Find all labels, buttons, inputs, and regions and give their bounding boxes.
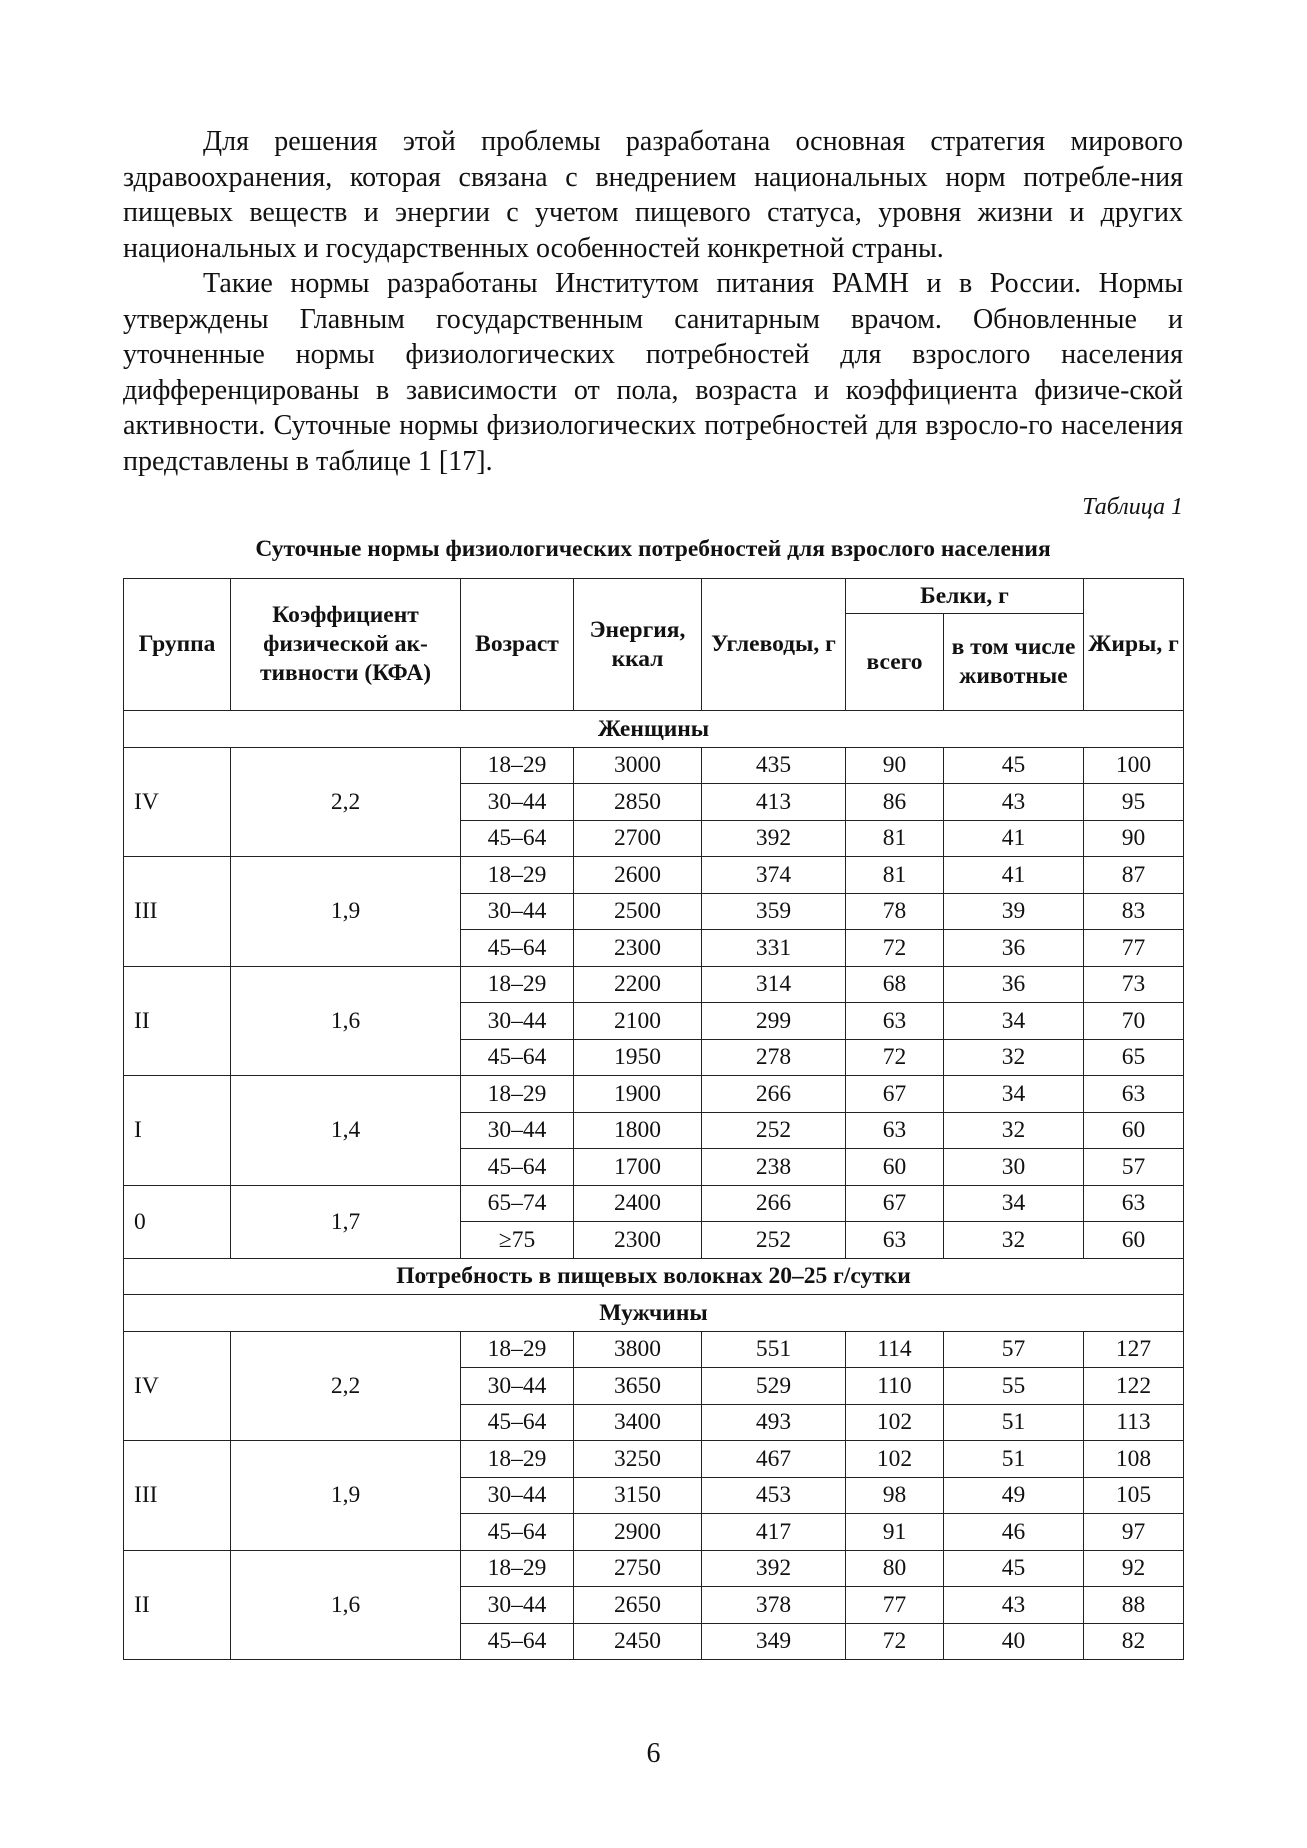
cell-energy: 1950	[574, 1039, 702, 1076]
cell-age: 45–64	[461, 1149, 574, 1186]
cell-fats: 105	[1084, 1477, 1184, 1514]
cell-fats: 95	[1084, 784, 1184, 821]
cell-fats: 57	[1084, 1149, 1184, 1186]
section-title: Мужчины	[124, 1295, 1184, 1332]
cell-protein-total: 67	[846, 1076, 944, 1113]
cell-age: 45–64	[461, 930, 574, 967]
cell-carbs: 266	[702, 1185, 846, 1222]
table-row	[124, 1550, 1184, 1587]
cell-protein-animal: 32	[944, 1222, 1084, 1259]
cell-fats: 87	[1084, 857, 1184, 894]
cell-group: IV	[124, 747, 231, 857]
section-title: Женщины	[124, 711, 1184, 748]
cell-protein-total: 60	[846, 1149, 944, 1186]
table-row	[124, 966, 1184, 1003]
cell-protein-animal: 32	[944, 1039, 1084, 1076]
cell-energy: 2300	[574, 1222, 702, 1259]
cell-protein-animal: 30	[944, 1149, 1084, 1186]
cell-protein-total: 114	[846, 1331, 944, 1368]
cell-kfa: 2,2	[231, 747, 461, 857]
cell-carbs: 278	[702, 1039, 846, 1076]
cell-age: 65–74	[461, 1185, 574, 1222]
cell-protein-total: 80	[846, 1550, 944, 1587]
cell-carbs: 467	[702, 1441, 846, 1478]
cell-protein-animal: 40	[944, 1623, 1084, 1660]
cell-protein-total: 86	[846, 784, 944, 821]
cell-protein-animal: 34	[944, 1076, 1084, 1113]
cell-protein-total: 68	[846, 966, 944, 1003]
cell-age: 30–44	[461, 784, 574, 821]
cell-protein-total: 78	[846, 893, 944, 930]
cell-energy: 3400	[574, 1404, 702, 1441]
cell-fats: 113	[1084, 1404, 1184, 1441]
cell-energy: 2100	[574, 1003, 702, 1040]
cell-fats: 63	[1084, 1076, 1184, 1113]
cell-energy: 3650	[574, 1368, 702, 1405]
cell-energy: 1800	[574, 1112, 702, 1149]
cell-protein-total: 67	[846, 1185, 944, 1222]
cell-energy: 2850	[574, 784, 702, 821]
cell-age: 18–29	[461, 1441, 574, 1478]
cell-age: 30–44	[461, 1587, 574, 1624]
cell-age: 30–44	[461, 1112, 574, 1149]
cell-energy: 2750	[574, 1550, 702, 1587]
cell-fats: 65	[1084, 1039, 1184, 1076]
section-row	[124, 1295, 1184, 1332]
cell-energy: 2300	[574, 930, 702, 967]
cell-group: III	[124, 1441, 231, 1551]
table-title: Суточные нормы физиологических потребностей для взрослого населения	[255, 536, 1051, 562]
cell-carbs: 238	[702, 1149, 846, 1186]
cell-fats: 60	[1084, 1112, 1184, 1149]
cell-fats: 122	[1084, 1368, 1184, 1405]
cell-fats: 92	[1084, 1550, 1184, 1587]
cell-energy: 2700	[574, 820, 702, 857]
cell-protein-total: 77	[846, 1587, 944, 1624]
cell-energy: 2900	[574, 1514, 702, 1551]
cell-carbs: 349	[702, 1623, 846, 1660]
cell-carbs: 378	[702, 1587, 846, 1624]
cell-protein-animal: 34	[944, 1185, 1084, 1222]
cell-carbs: 314	[702, 966, 846, 1003]
cell-age: 18–29	[461, 857, 574, 894]
cell-carbs: 453	[702, 1477, 846, 1514]
cell-kfa: 1,6	[231, 966, 461, 1076]
table-body	[124, 711, 1184, 1660]
cell-carbs: 493	[702, 1404, 846, 1441]
header-kfa: Коэффициент физической ак-тивности (КФА)	[231, 579, 461, 711]
cell-age: 18–29	[461, 966, 574, 1003]
cell-energy: 3250	[574, 1441, 702, 1478]
cell-protein-total: 102	[846, 1441, 944, 1478]
cell-age: 18–29	[461, 1076, 574, 1113]
cell-energy: 3150	[574, 1477, 702, 1514]
cell-energy: 1700	[574, 1149, 702, 1186]
cell-protein-total: 102	[846, 1404, 944, 1441]
cell-age: 18–29	[461, 747, 574, 784]
cell-age: 18–29	[461, 1331, 574, 1368]
cell-protein-animal: 45	[944, 1550, 1084, 1587]
cell-kfa: 1,9	[231, 1441, 461, 1551]
cell-protein-total: 110	[846, 1368, 944, 1405]
cell-protein-total: 63	[846, 1003, 944, 1040]
cell-group: III	[124, 857, 231, 967]
table-row	[124, 1185, 1184, 1222]
cell-energy: 2500	[574, 893, 702, 930]
cell-carbs: 417	[702, 1514, 846, 1551]
cell-age: 45–64	[461, 1514, 574, 1551]
paragraph-2: Такие нормы разработаны Институтом питания РАМН и в России. Нормы утверждены Главным государственным санитарным врачом. Обновленные и уточненные нормы физиологических потребностей для взрослого населения дифференцированы в зависимости от пола, возраста и коэффициента физиче-ской активности. Суточные нормы физиологических потребностей для взросло-го населения представлены в таблице 1 [17].	[123, 268, 1183, 477]
header-energy: Энергия, ккал	[574, 579, 702, 711]
cell-protein-animal: 32	[944, 1112, 1084, 1149]
cell-age: ≥75	[461, 1222, 574, 1259]
cell-protein-total: 90	[846, 747, 944, 784]
cell-energy: 2450	[574, 1623, 702, 1660]
header-proteins-total: всего	[846, 614, 944, 711]
cell-carbs: 392	[702, 820, 846, 857]
cell-fats: 90	[1084, 820, 1184, 857]
cell-fats: 63	[1084, 1185, 1184, 1222]
cell-protein-animal: 41	[944, 857, 1084, 894]
cell-fats: 73	[1084, 966, 1184, 1003]
cell-fats: 100	[1084, 747, 1184, 784]
cell-protein-animal: 49	[944, 1477, 1084, 1514]
cell-protein-animal: 43	[944, 784, 1084, 821]
cell-kfa: 1,7	[231, 1185, 461, 1258]
cell-age: 30–44	[461, 893, 574, 930]
cell-protein-animal: 39	[944, 893, 1084, 930]
table-row	[124, 1076, 1184, 1113]
paragraph-1: Для решения этой проблемы разработана основная стратегия мирового здравоохранения, которая связана с внедрением национальных норм потребле-ния пищевых веществ и энергии с учетом пищевого статуса, уровня жизни и других национальных и государственных особенностей конкретной страны.	[123, 126, 1183, 264]
cell-group: II	[124, 966, 231, 1076]
cell-carbs: 252	[702, 1112, 846, 1149]
cell-age: 45–64	[461, 820, 574, 857]
header-age: Возраст	[461, 579, 574, 711]
cell-protein-total: 63	[846, 1222, 944, 1259]
header-proteins-animal: в том числе животные	[944, 614, 1084, 711]
cell-protein-animal: 57	[944, 1331, 1084, 1368]
table-row	[124, 857, 1184, 894]
cell-protein-animal: 51	[944, 1404, 1084, 1441]
cell-age: 30–44	[461, 1003, 574, 1040]
cell-protein-total: 72	[846, 1623, 944, 1660]
cell-carbs: 252	[702, 1222, 846, 1259]
cell-energy: 2650	[574, 1587, 702, 1624]
cell-fats: 97	[1084, 1514, 1184, 1551]
cell-protein-animal: 41	[944, 820, 1084, 857]
header-group: Группа	[124, 579, 231, 711]
cell-fats: 70	[1084, 1003, 1184, 1040]
section-footer-row	[124, 1258, 1184, 1295]
cell-fats: 60	[1084, 1222, 1184, 1259]
cell-fats: 108	[1084, 1441, 1184, 1478]
cell-group: I	[124, 1076, 231, 1186]
cell-age: 45–64	[461, 1623, 574, 1660]
cell-kfa: 2,2	[231, 1331, 461, 1441]
cell-kfa: 1,4	[231, 1076, 461, 1186]
header-fats: Жиры, г	[1084, 579, 1184, 711]
cell-carbs: 266	[702, 1076, 846, 1113]
cell-fats: 82	[1084, 1623, 1184, 1660]
cell-age: 30–44	[461, 1477, 574, 1514]
cell-protein-total: 91	[846, 1514, 944, 1551]
cell-protein-total: 81	[846, 820, 944, 857]
body-text	[123, 124, 1183, 479]
cell-energy: 1900	[574, 1076, 702, 1113]
cell-age: 30–44	[461, 1368, 574, 1405]
cell-fats: 83	[1084, 893, 1184, 930]
cell-energy: 3000	[574, 747, 702, 784]
cell-protein-animal: 45	[944, 747, 1084, 784]
norms-table	[123, 578, 1184, 1660]
section-row	[124, 711, 1184, 748]
table-caption: Таблица 1	[1082, 494, 1183, 520]
cell-group: IV	[124, 1331, 231, 1441]
cell-carbs: 413	[702, 784, 846, 821]
cell-fats: 77	[1084, 930, 1184, 967]
cell-protein-animal: 55	[944, 1368, 1084, 1405]
cell-fats: 88	[1084, 1587, 1184, 1624]
header-carbs: Углеводы, г	[702, 579, 846, 711]
cell-carbs: 392	[702, 1550, 846, 1587]
table-row	[124, 747, 1184, 784]
cell-group: II	[124, 1550, 231, 1660]
cell-fats: 127	[1084, 1331, 1184, 1368]
cell-carbs: 551	[702, 1331, 846, 1368]
cell-energy: 3800	[574, 1331, 702, 1368]
cell-age: 45–64	[461, 1039, 574, 1076]
cell-protein-total: 63	[846, 1112, 944, 1149]
cell-group: 0	[124, 1185, 231, 1258]
cell-kfa: 1,6	[231, 1550, 461, 1660]
table-row	[124, 1441, 1184, 1478]
cell-protein-animal: 36	[944, 930, 1084, 967]
cell-protein-total: 72	[846, 1039, 944, 1076]
cell-energy: 2400	[574, 1185, 702, 1222]
table-row	[124, 1331, 1184, 1368]
cell-protein-total: 98	[846, 1477, 944, 1514]
cell-carbs: 374	[702, 857, 846, 894]
cell-protein-total: 81	[846, 857, 944, 894]
cell-protein-total: 72	[846, 930, 944, 967]
cell-carbs: 299	[702, 1003, 846, 1040]
cell-carbs: 529	[702, 1368, 846, 1405]
cell-protein-animal: 34	[944, 1003, 1084, 1040]
cell-energy: 2600	[574, 857, 702, 894]
cell-energy: 2200	[574, 966, 702, 1003]
cell-age: 18–29	[461, 1550, 574, 1587]
section-footer: Потребность в пищевых волокнах 20–25 г/сутки	[124, 1258, 1184, 1295]
cell-protein-animal: 46	[944, 1514, 1084, 1551]
cell-carbs: 331	[702, 930, 846, 967]
cell-protein-animal: 36	[944, 966, 1084, 1003]
header-proteins: Белки, г	[846, 579, 1084, 614]
cell-carbs: 359	[702, 893, 846, 930]
cell-protein-animal: 43	[944, 1587, 1084, 1624]
cell-kfa: 1,9	[231, 857, 461, 967]
page-number: 6	[646, 1738, 661, 1769]
cell-age: 45–64	[461, 1404, 574, 1441]
cell-protein-animal: 51	[944, 1441, 1084, 1478]
cell-carbs: 435	[702, 747, 846, 784]
